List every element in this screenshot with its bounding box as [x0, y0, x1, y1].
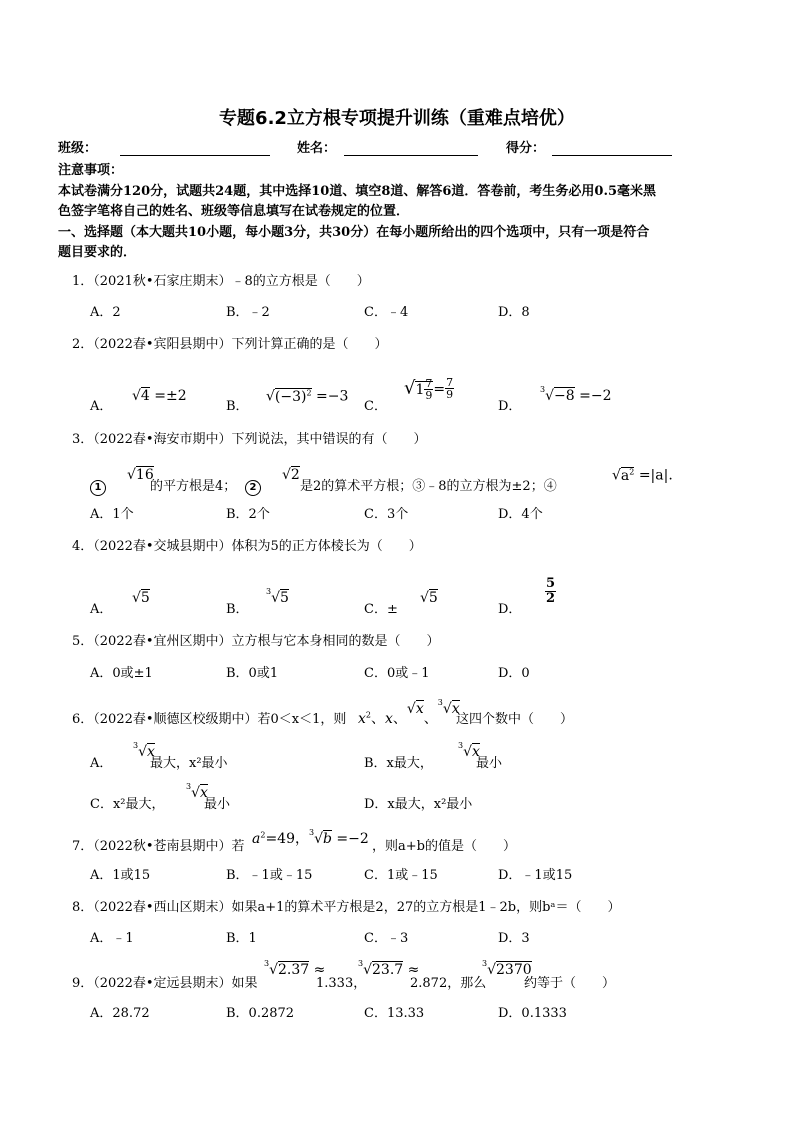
q2-stem: 2．（2022春•宾阳县期中）下列计算正确的是（ ） [72, 337, 388, 352]
q8-option-c[interactable]: C．﹣3 [364, 931, 409, 946]
q2-option-b[interactable]: B． [226, 399, 249, 414]
q9-stem-pre: 9．（2022春•定远县期末）如果 [72, 976, 258, 991]
name-field[interactable] [344, 155, 478, 156]
q1-option-d[interactable]: D．8 [498, 305, 530, 320]
q4-math-d: $\frac{5}{2}$ [546, 576, 556, 606]
q8-option-b[interactable]: B．1 [226, 931, 257, 946]
class-field[interactable] [120, 155, 270, 156]
q6-math-c: $^3$√x [186, 782, 208, 801]
circled-1-icon: 1 [90, 480, 106, 496]
q6-math-b: $^3$√x [458, 741, 480, 760]
q9-option-a[interactable]: A．28.72 [90, 1006, 150, 1021]
section-heading-line-2: 题目要求的． [58, 245, 137, 260]
name-label: 姓名： [297, 141, 337, 156]
q7-option-c[interactable]: C．1或﹣15 [364, 868, 438, 883]
score-label: 得分： [506, 141, 546, 156]
q4-math-b: $^3$√5 [266, 587, 289, 606]
q4-option-c[interactable]: C．± [364, 602, 398, 617]
q4-option-d[interactable]: D． [498, 602, 522, 617]
q9-math-2: $^3$√23.7 ≈ [358, 959, 420, 978]
q3-statements [90, 478, 106, 496]
q3-option-d[interactable]: D．4个 [498, 507, 543, 522]
section-heading-line-1: 一、选择题（本大题共10小题，每小题3分，共30分）在每小题所给出的四个选项中，只有一项是符合 [58, 225, 650, 240]
q1-stem: 1．（2021秋•石家庄期末）﹣8的立方根是（ ） [72, 274, 370, 289]
circled-2-icon: 2 [245, 480, 261, 496]
q3-math-sqrt2: √2 [282, 467, 300, 483]
q5-option-d[interactable]: D．0 [498, 666, 530, 681]
q7-option-d[interactable]: D．﹣1或15 [498, 868, 573, 883]
q9-stem-post: 约等于（ ） [524, 976, 616, 991]
q6-option-a-label[interactable]: A． [90, 756, 113, 771]
q9-value-2: 2.872，那么 [410, 976, 487, 991]
class-label: 班级： [58, 141, 98, 156]
q6-stem-pre: 6．（2022春•顺德区校级期中）若0＜x＜1，则 [72, 712, 347, 727]
q1-option-a[interactable]: A．2 [90, 305, 121, 320]
q7-option-a[interactable]: A．1或15 [90, 868, 151, 883]
q6-math-a: $^3$√x [133, 741, 155, 760]
q5-stem: 5．（2022春•宜州区期中）立方根与它本身相同的数是（ ） [72, 634, 440, 649]
q4-option-b[interactable]: B． [226, 602, 249, 617]
q3-option-b[interactable]: B．2个 [226, 507, 270, 522]
notice-line-2: 色签字笔将自己的姓名、班级等信息填写在试卷规定的位置． [58, 204, 410, 219]
q1-option-b[interactable]: B．﹣2 [226, 305, 270, 320]
q5-option-a[interactable]: A．0或±1 [90, 666, 153, 681]
q7-stem-post: ，则a+b的值是（ ） [372, 839, 516, 854]
notice-line-1: 本试卷满分120分，试题共24题，其中选择10道、填空8道、解答6道．答卷前，考生务必用0.5毫米黑 [58, 184, 657, 199]
q8-stem: 8．（2022春•西山区期末）如果a+1的算术平方根是2，27的立方根是1﹣2b，则bᵃ＝（ ） [72, 900, 621, 915]
q4-stem: 4．（2022春•交城县期中）体积为5的正方体棱长为（ ） [72, 539, 422, 554]
q6-math-list: $x^2$、x、√x、$^3$√x [358, 698, 460, 727]
q1-option-c[interactable]: C．﹣4 [364, 305, 409, 320]
q9-option-c[interactable]: C．13.33 [364, 1006, 425, 1021]
q3-statement-1: 的平方根是4； [150, 479, 237, 494]
q2-math-a: √4 =±2 [132, 388, 187, 404]
q2-math-c: √1 $\frac{7}{9}$ = $\frac{7}{9}$ [404, 376, 454, 402]
q2-option-c[interactable]: C． [364, 399, 387, 414]
q2-math-b: $√(-3)^2 =-3$ [266, 388, 349, 405]
q9-value-1: 1.333， [316, 976, 367, 991]
q8-option-d[interactable]: D．3 [498, 931, 530, 946]
q3-statement-2-3: 是2的算术平方根；③﹣8的立方根为±2；④ [300, 479, 557, 494]
q6-option-c[interactable]: C．x²最大， [90, 797, 165, 812]
q7-math: $a^2=49$，$^3$√b =−2 [252, 828, 369, 847]
score-field[interactable] [552, 155, 672, 156]
q4-math-c: √5 [420, 590, 438, 606]
q9-math-3: $^3$√2370 [482, 959, 532, 978]
q3-math-sqrt16: √16 [127, 467, 154, 483]
q6-option-b[interactable]: B．x最大， [364, 756, 433, 771]
q7-stem-pre: 7．（2022秋•苍南县期中）若 [72, 839, 245, 854]
q4-option-a[interactable]: A． [90, 602, 113, 617]
page-title: 专题6.2立方根专项提升训练（重难点培优） [219, 108, 575, 129]
q2-option-a[interactable]: A． [90, 399, 113, 414]
notice-heading: 注意事项： [58, 163, 124, 178]
q6-option-d[interactable]: D．x最大，x²最小 [364, 797, 473, 812]
q4-math-a: √5 [132, 590, 150, 606]
q9-option-d[interactable]: D．0.1333 [498, 1006, 567, 1021]
q9-option-b[interactable]: B．0.2872 [226, 1006, 295, 1021]
q2-option-d[interactable]: D． [498, 399, 522, 414]
q3-math-sqrt-a2: $√a^2 =|a|$. [612, 467, 673, 484]
q5-option-c[interactable]: C．0或﹣1 [364, 666, 430, 681]
q6-option-c-post: 最小 [204, 797, 231, 812]
q6-option-b-post: 最小 [476, 756, 503, 771]
q9-math-1: $^3$√2.37 ≈ [264, 959, 326, 978]
q3-option-c[interactable]: C．3个 [364, 507, 409, 522]
q6-option-a[interactable]: 最大，x²最小 [150, 756, 228, 771]
q3-option-a[interactable]: A．1个 [90, 507, 134, 522]
q5-option-b[interactable]: B．0或1 [226, 666, 279, 681]
q2-math-d: $^3$√−8 =−2 [540, 385, 612, 404]
q3-stem: 3．（2022春•海安市期中）下列说法，其中错误的有（ ） [72, 432, 427, 447]
q6-stem-post: 这四个数中（ ） [456, 712, 574, 727]
q8-option-a[interactable]: A．﹣1 [90, 931, 134, 946]
q7-option-b[interactable]: B．﹣1或﹣15 [226, 868, 313, 883]
